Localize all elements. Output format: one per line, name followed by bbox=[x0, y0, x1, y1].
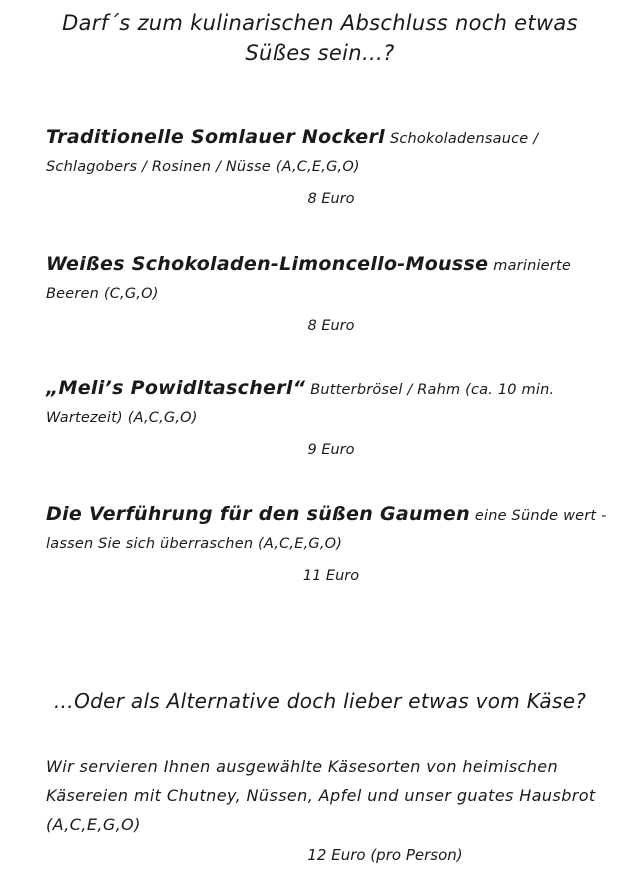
dessert-heading-line-1: Darf´s zum kulinarischen Abschluss noch etwas bbox=[62, 11, 578, 35]
dessert-details: marinierte Beeren (C,G,O) bbox=[46, 258, 571, 302]
dessert-description bbox=[46, 251, 626, 308]
dessert-price: 9 Euro bbox=[307, 442, 355, 458]
dessert-name: Die Verführung für den süßen Gaumen bbox=[46, 503, 470, 525]
dessert-price: 8 Euro bbox=[307, 191, 355, 207]
dessert-description bbox=[46, 124, 626, 181]
dessert-item-somlauer-nockerl bbox=[46, 124, 626, 207]
dessert-description bbox=[46, 375, 626, 432]
dessert-details: Butterbrösel / Rahm (ca. 10 min. Wartezeit) (A,C,G,O) bbox=[46, 382, 555, 426]
dessert-details: eine Sünde wert - lassen Sie sich überraschen (A,C,E,G,O) bbox=[46, 508, 607, 552]
cheese-description: Wir servieren Ihnen ausgewählte Käsesorten von heimischen Käsereien mit Chutney, Nüssen, Apfel und unser guates Hausbrot (A,C,E,G,O) bbox=[46, 757, 596, 834]
dessert-description bbox=[46, 501, 626, 558]
dessert-details: Schokoladensauce / Schlagobers / Rosinen / Nüsse (A,C,E,G,O) bbox=[46, 131, 539, 175]
dessert-item-powidltascherl bbox=[46, 375, 626, 458]
cheese-section-heading: …Oder als Alternative doch lieber etwas vom Käse? bbox=[53, 689, 587, 713]
dessert-item-limoncello-mousse bbox=[46, 251, 626, 334]
cheese-price: 12 Euro (pro Person) bbox=[307, 846, 463, 864]
dessert-price: 11 Euro bbox=[302, 568, 360, 584]
dessert-section-heading bbox=[0, 8, 640, 68]
dessert-heading-line-2: Süßes sein…? bbox=[245, 41, 395, 65]
dessert-price: 8 Euro bbox=[307, 318, 355, 334]
dessert-item-verfuehrung bbox=[46, 501, 626, 584]
dessert-name: Traditionelle Somlauer Nockerl bbox=[46, 126, 385, 148]
dessert-name: „Meli’s Powidltascherl“ bbox=[46, 377, 306, 399]
dessert-name: Weißes Schokoladen-Limoncello-Mousse bbox=[46, 253, 489, 275]
